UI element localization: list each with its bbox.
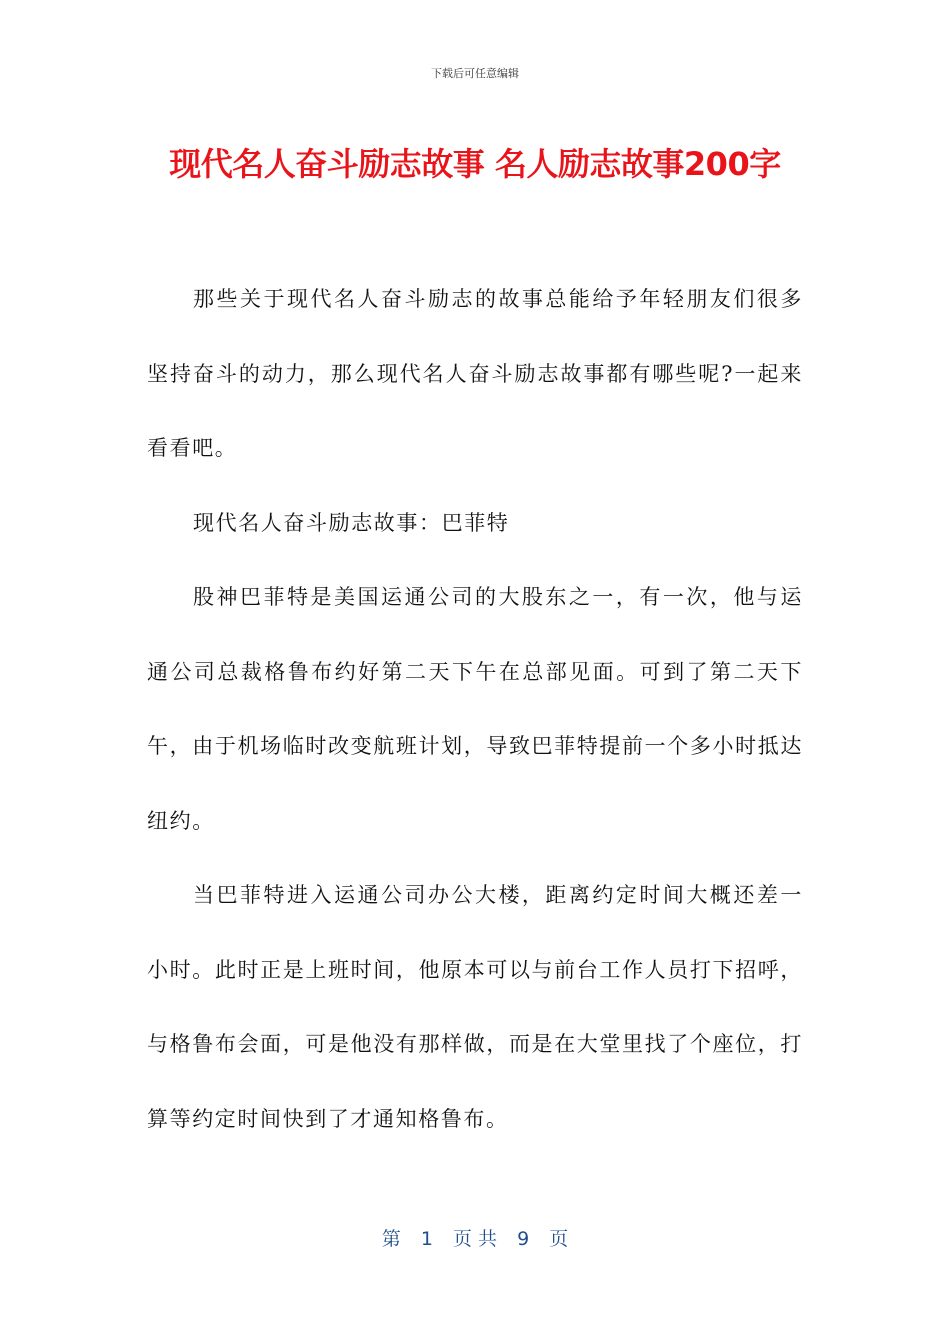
footer-suffix: 页 [549,1228,569,1250]
footer-middle: 页 共 [452,1228,498,1250]
document-title: 现代名人奋斗励志故事 名人励志故事200字 [169,145,781,183]
footer-current-page: 1 [420,1228,433,1250]
paragraph-intro: 那些关于现代名人奋斗励志的故事总能给予年轻朋友们很多坚持奋斗的动力，那么现代名人奋斗励志故事都有哪些呢?一起来看看吧。 [147,287,803,460]
header-note: 下载后可任意编辑 [431,67,519,80]
page-footer [0,1226,950,1252]
document-body [147,262,803,1156]
paragraph-story-2: 当巴菲特进入运通公司办公大楼，距离约定时间大概还差一小时。此时正是上班时间，他原本可以与前台工作人员打下招呼，与格鲁布会面，可是他没有那样做，而是在大堂里找了个座位，打算等约定时间快到了才通知格鲁布。 [147,883,803,1131]
footer-prefix: 第 [381,1228,401,1250]
paragraph-section-heading: 现代名人奋斗励志故事：巴菲特 [193,510,510,535]
footer-total-pages: 9 [517,1228,530,1250]
paragraph-story-1: 股神巴菲特是美国运通公司的大股东之一，有一次，他与运通公司总裁格鲁布约好第二天下午在总部见面。可到了第二天下午，由于机场临时改变航班计划，导致巴菲特提前一个多小时抵达纽约。 [147,585,803,833]
